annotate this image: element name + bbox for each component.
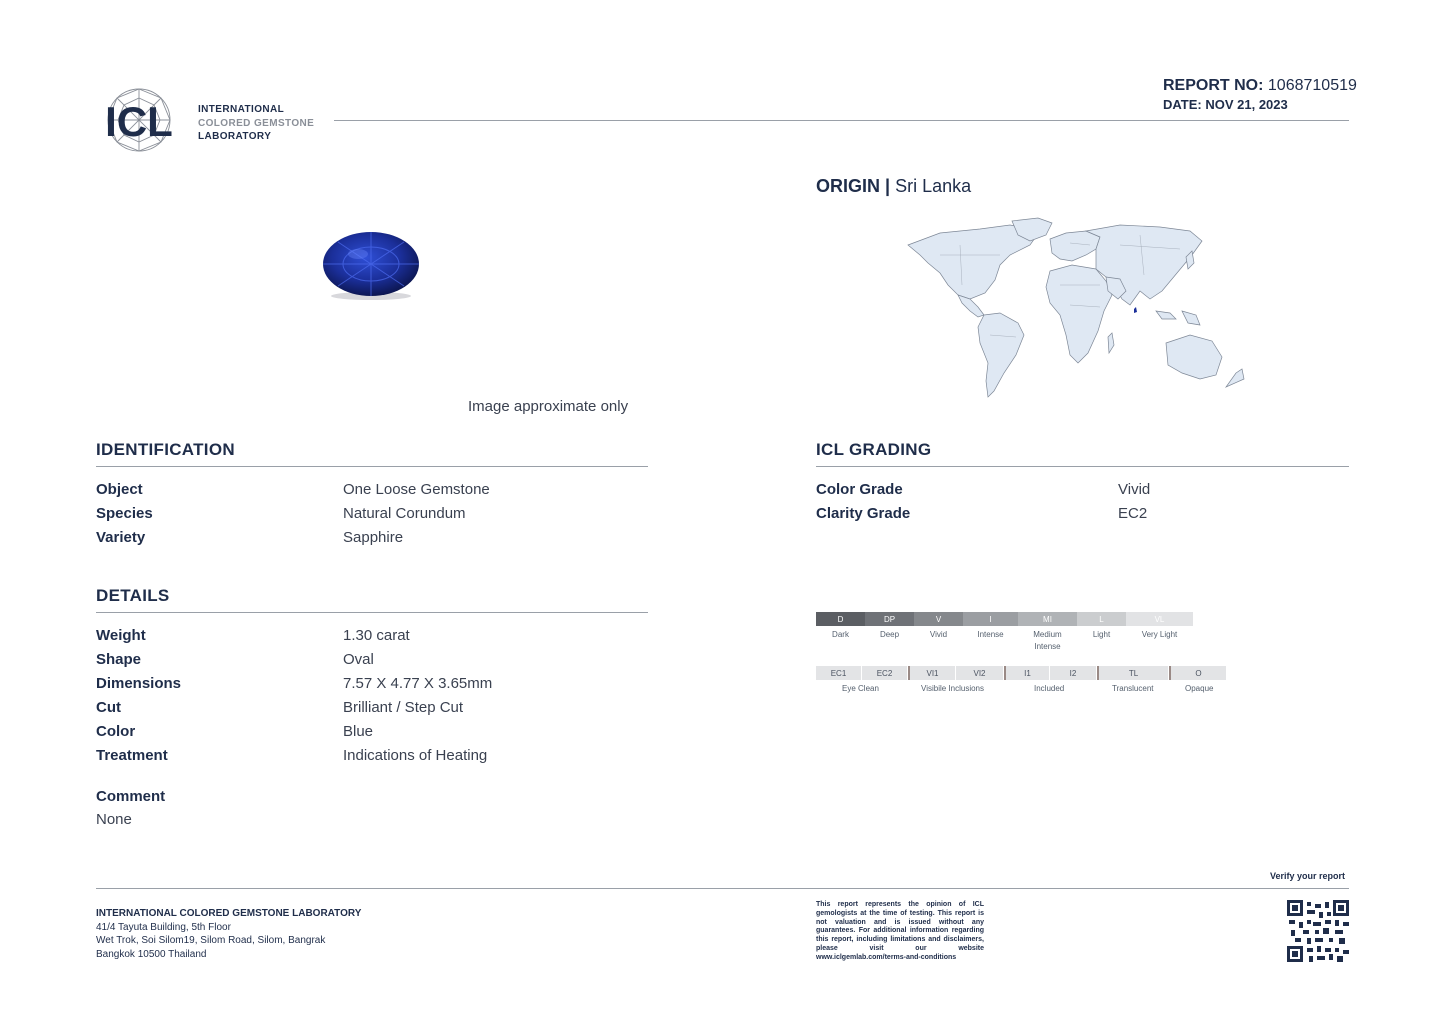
image-note: Image approximate only [468,398,629,415]
address-line: Wet Trok, Soi Silom19, Silom Road, Silom, Bangrak [96,935,326,946]
details-label-treatment: Treatment [96,747,168,764]
identification-value-variety: Sapphire [343,529,404,546]
details-title: DETAILS [96,586,170,605]
verify-label: Verify your report [1270,871,1346,881]
details-label-shape: Shape [96,651,142,668]
footer-divider [96,888,1349,889]
logo-line-1: INTERNATIONAL [198,104,285,115]
color-scale-caption: Dark [832,630,849,639]
color-scale-cell [1018,612,1077,653]
clarity-group-eye-clean: Eye Clean [842,684,879,693]
details-value-color: Blue [343,723,374,740]
details-value-weight: 1.30 carat [343,627,410,644]
grading-title: ICL GRADING [816,440,932,459]
details-label-color: Color [96,723,136,740]
icl-logo [94,86,184,158]
origin-label: ORIGIN | [816,176,891,196]
grading-value-color: Vivid [1118,481,1151,498]
color-scale-caption: Deep [879,630,900,639]
color-scale-bar: V [914,612,963,626]
sri-lanka-marker [1134,307,1137,313]
color-scale-bar: D [816,612,865,626]
identification-label-object: Object [96,481,143,498]
color-scale-bar: VL [1126,612,1193,626]
logo-line-2: COLORED GEMSTONE [198,117,315,129]
color-scale-caption: Very Light [1141,630,1178,639]
details-divider [96,612,648,613]
identification-value-species: Natural Corundum [343,505,466,522]
comment-value: None [96,811,132,828]
identification-label-species: Species [96,505,153,522]
address-line: 41/4 Tayuta Building, 5th Floor [96,921,231,933]
clarity-cell-vi2: VI2 [956,666,1004,680]
grading-label-color: Color Grade [816,481,903,498]
details-label-weight: Weight [96,627,146,644]
identification-divider [96,466,648,467]
clarity-group-opaque: Opaque [1185,684,1214,693]
color-grade-scale [816,612,1193,653]
origin-value: Sri Lanka [895,176,972,196]
color-scale-cell [1126,612,1193,653]
report-label: REPORT NO: [1163,77,1264,94]
details-value-treatment: Indications of Heating [343,747,488,764]
report-number [1163,77,1357,95]
comment-label: Comment [96,788,166,805]
clarity-group-translucent: Translucent [1112,684,1154,693]
disclaimer-text: This report represents the opinion of ICL gemologists at the time of testing. This report is not valuation and is issued without any guarantees. For additional information regarding this report, including limitations and disclaimers, please visit our website www.iclgemlab.com/terms-and-conditions [816,901,984,961]
origin [816,176,971,197]
clarity-cell-ec2: EC2 [862,666,908,680]
clarity-cell-i2: I2 [1050,666,1097,680]
logo-line-3: LABORATORY [198,131,272,142]
report-date: DATE: NOV 21, 2023 [1163,97,1288,112]
color-scale-cell [963,612,1018,653]
clarity-group-included: Included [1034,684,1065,693]
identification-value-object: One Loose Gemstone [343,481,490,498]
clarity-cell-o: O [1171,666,1227,680]
details-label-dimensions: Dimensions [96,675,182,692]
color-scale-cell [816,612,865,653]
color-scale-cell [914,612,963,653]
color-scale-bar: I [963,612,1018,626]
color-scale-caption: Medium Intense [1033,630,1062,651]
clarity-grade-scale [816,666,1227,680]
details-value-dimensions: 7.57 X 4.77 X 3.65mm [343,675,493,692]
identification-title: IDENTIFICATION [96,440,235,459]
world-map [900,215,1260,400]
clarity-cell-ec1: EC1 [816,666,862,680]
color-scale-bar: MI [1018,612,1077,626]
grading-value-clarity: EC2 [1118,505,1148,522]
report-number-value: 1068710519 [1267,77,1357,94]
clarity-cell-tl: TL [1099,666,1169,680]
color-scale-bar: DP [865,612,914,626]
color-scale-bar: L [1077,612,1126,626]
clarity-cell-i1: I1 [1006,666,1050,680]
clarity-group-visible-inclusions: Visibile Inclusions [921,684,984,693]
grading-label-clarity: Clarity Grade [816,505,911,522]
gemstone-image [320,230,422,302]
logo-mark: ICL [105,98,173,145]
color-scale-cell [865,612,914,653]
address-line: Bangkok 10500 Thailand [96,948,207,960]
grading-divider [816,466,1349,467]
color-scale-caption: Intense [977,630,1004,639]
color-scale-cell [1077,612,1126,653]
details-label-cut: Cut [96,699,121,716]
footer-address [96,907,361,961]
identification-label-variety: Variety [96,529,146,546]
lab-name: INTERNATIONAL COLORED GEMSTONE LABORATORY [96,908,362,919]
details-value-cut: Brilliant / Step Cut [343,699,464,716]
clarity-cell-vi1: VI1 [910,666,956,680]
details-value-shape: Oval [343,651,374,668]
qr-code-icon[interactable] [1287,900,1349,962]
color-scale-caption: Vivid [929,630,948,639]
header-divider [334,120,1349,121]
color-scale-caption: Light [1092,630,1111,639]
logo-text [198,103,314,144]
